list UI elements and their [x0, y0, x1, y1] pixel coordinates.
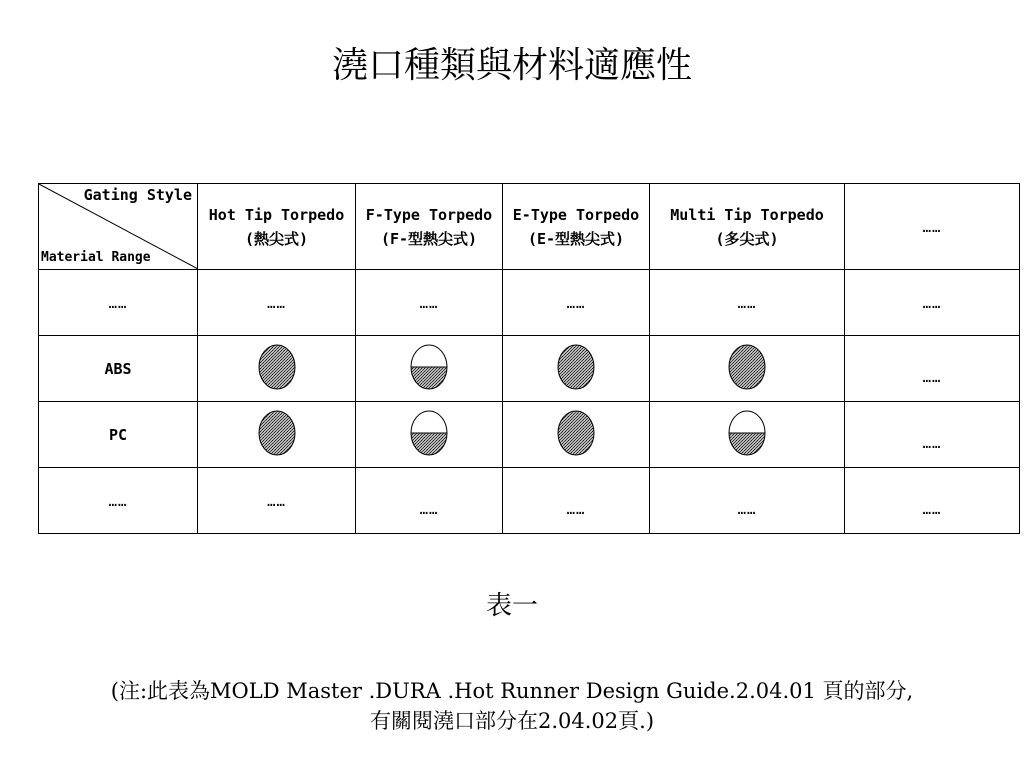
material-cell: ……: [39, 468, 198, 534]
footnote-line: 有關閱澆口部分在2.04.02頁.): [369, 709, 655, 733]
suitability-symbol-cell: [198, 336, 356, 402]
table-cell: ……: [503, 270, 650, 336]
full-circle-icon: [555, 408, 597, 458]
suitability-symbol-cell: [503, 402, 650, 468]
column-header: ……: [845, 184, 1020, 270]
column-header: F-Type Torpedo (F-型熱尖式): [356, 184, 503, 270]
material-cell: ABS: [39, 336, 198, 402]
suitability-symbol-cell: [356, 336, 503, 402]
page-title: 澆口種類與材料適應性: [331, 45, 692, 86]
material-range-label: Material Range: [41, 250, 151, 265]
footnote-line: (注:此表為MOLD Master .DURA .Hot Runner Design Guide.2.04.01 頁的部分,: [110, 679, 914, 703]
table-cell: ……: [650, 468, 845, 534]
table-row: [39, 468, 1020, 534]
table-cell: ……: [650, 270, 845, 336]
full-circle-icon: [555, 342, 597, 392]
corner-header-cell: [39, 184, 198, 270]
table-cell: ……: [845, 270, 1020, 336]
half-circle-icon: [726, 408, 768, 458]
table-cell: ……: [845, 402, 1020, 468]
suitability-symbol-cell: [650, 336, 845, 402]
table-cell: ……: [845, 468, 1020, 534]
table-cell: ……: [356, 468, 503, 534]
table-cell: ……: [503, 468, 650, 534]
suitability-symbol-cell: [356, 402, 503, 468]
suitability-symbol-cell: [650, 402, 845, 468]
table-cell: ……: [356, 270, 503, 336]
material-cell: ……: [39, 270, 198, 336]
column-header: Hot Tip Torpedo (熱尖式): [198, 184, 356, 270]
table-row: [39, 402, 1020, 468]
half-circle-icon: [408, 342, 450, 392]
column-header: Multi Tip Torpedo (多尖式): [650, 184, 845, 270]
half-circle-icon: [408, 408, 450, 458]
full-circle-icon: [726, 342, 768, 392]
table-caption: 表一: [485, 591, 538, 621]
table-header-row: [39, 184, 1020, 270]
column-header: E-Type Torpedo (E-型熱尖式): [503, 184, 650, 270]
footnote: [0, 676, 1024, 736]
table-cell: ……: [198, 270, 356, 336]
gating-style-label: Gating Style: [83, 186, 192, 204]
table-row: [39, 336, 1020, 402]
full-circle-icon: [256, 342, 298, 392]
suitability-symbol-cell: [503, 336, 650, 402]
table-cell: ……: [198, 468, 356, 534]
material-cell: PC: [39, 402, 198, 468]
suitability-symbol-cell: [198, 402, 356, 468]
table-row: [39, 270, 1020, 336]
full-circle-icon: [256, 408, 298, 458]
gating-material-table: [38, 183, 1020, 534]
table-cell: ……: [845, 336, 1020, 402]
